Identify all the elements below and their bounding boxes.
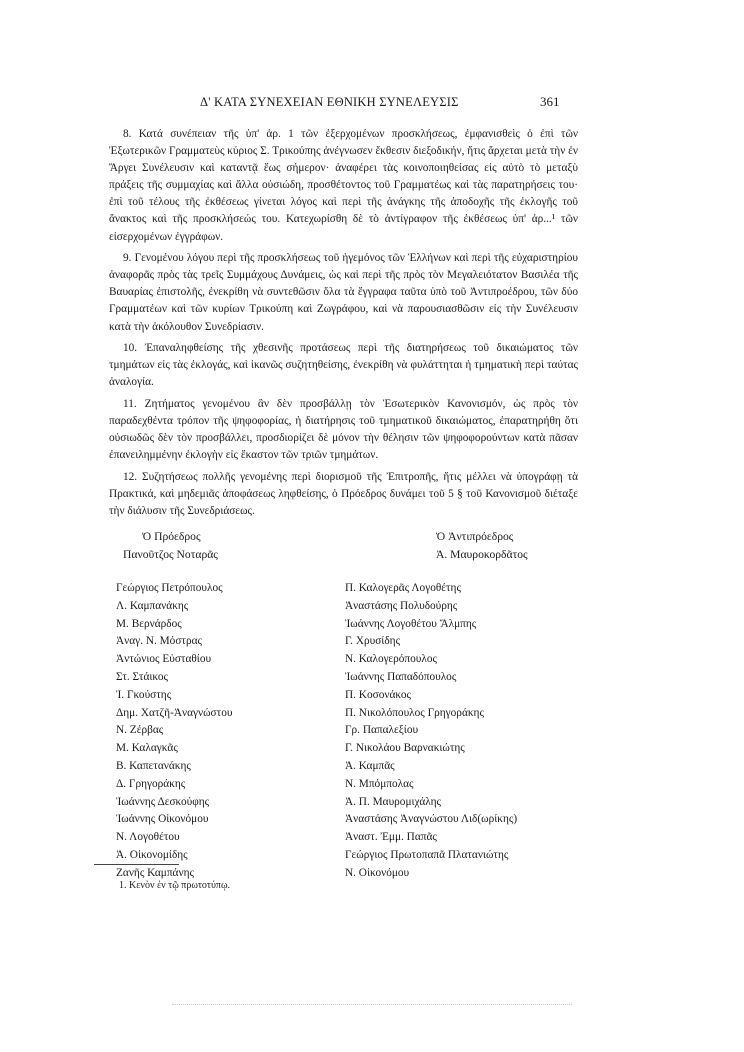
member-name: Ἀ. Καμπᾶς	[345, 759, 395, 772]
member-name: Μ. Καλαγκᾶς	[116, 742, 178, 755]
members-right-column	[345, 580, 517, 883]
member-name: Ἀ. Οἰκονομίδης	[116, 848, 188, 861]
footnote: 1. Κενὸν ἐν τῷ πρωτοτύπῳ.	[119, 880, 231, 891]
vice-president-name: Ἀ. Μαυροκορδᾶτος	[436, 547, 528, 561]
footnote-rule	[94, 864, 179, 865]
member-name: Ἀναστάσης Πολυδούρης	[345, 599, 458, 612]
member-name: Λ. Καμπανάκης	[116, 599, 189, 612]
scan-specks	[172, 1004, 572, 1007]
running-header: Δ' ΚΑΤΑ ΣΥΝΕΧΕΙΑΝ ΕΘΝΙΚΗ ΣΥΝΕΛΕΥΣΙΣ	[200, 95, 459, 109]
member-name: Γ. Νικολάου Βαρνακιώτης	[345, 742, 465, 755]
member-name: Ν. Οἰκονόμου	[345, 866, 410, 879]
minutes-body	[109, 126, 578, 525]
member-name: Γ. Χρυσίδης	[345, 635, 401, 648]
member-name: Ἰωάννης Λογοθέτου Ἄλμπης	[345, 617, 477, 630]
members-left-column	[116, 580, 232, 883]
member-name: Ἀναστ. Ἐμμ. Παπᾶς	[345, 831, 437, 844]
member-name: Ν. Καλογερόπουλος	[345, 653, 437, 666]
vice-president-signature	[436, 528, 528, 563]
member-name: Ν. Ζέρβας	[116, 724, 164, 737]
member-name: Μ. Βερνάρδος	[116, 617, 182, 630]
member-name: Ἀναγ. Ν. Μόστρας	[116, 635, 202, 648]
paragraph-10: 10. Ἐπαναληφθείσης τῆς χθεσινῆς προτάσεως περὶ τῆς διατηρήσεως τοῦ δικαιώματος τῶν τμημάτων εἰς τὰς ἐκλογάς, καὶ ἱκανῶς συζητηθείσης, ἐνεκρίθη νὰ φυλάττηται ἡ τμηματικὴ περὶ ταύτας ἀναλογία.	[109, 342, 578, 389]
member-name: Π. Καλογερᾶς Λογοθέτης	[345, 582, 461, 594]
member-name: Π. Κοσονάκος	[345, 688, 411, 701]
member-name: Ἰωάννης Παπαδόπουλος	[345, 670, 457, 683]
member-name: Ν. Λογοθέτου	[116, 831, 180, 844]
member-name: Γεώργιος Πετρόπουλος	[116, 582, 223, 594]
paragraph-12: 12. Συζητήσεως πολλῆς γενομένης περὶ διορισμοῦ τῆς Ἐπιτροπῆς, ἥτις μέλλει νὰ ὑπογράφῃ τὰ Πρακτικά, καὶ μηδεμιᾶς ἀποφάσεως ληφθείσης, ὁ Πρόεδρος δυνάμει τοῦ 5 § τοῦ Κανονισμοῦ διέταξε τὴν διάλυσιν τῆς Συνεδριάσεως.	[109, 470, 578, 517]
page-number: 361	[540, 94, 560, 109]
member-name: Β. Καπετανάκης	[116, 759, 191, 772]
paragraph-9: 9. Γενομένου λόγου περὶ τῆς προσκλήσεως τοῦ ἡγεμόνος τῶν Ἑλλήνων καὶ περὶ τῆς εὐχαριστηρίου ἀναφορᾶς πρὸς τὰς τρεῖς Συμμάχους Δυνάμεις, ὡς καὶ περὶ τῆς πρὸς τὸν Μεγαλειότατον Βασιλέα τῆς Βαυαρίας ἐπιστολῆς, ἐνεκρίθη νὰ συντεθῶσιν ὅλα τὰ ἔγγραφα ταῦτα ὑπὸ τοῦ Ἀντιπροέδρου, τῶν δύο Γραμματέων καὶ τῶν κυρίων Τρικούπη καὶ Ζωγράφου, καὶ νὰ παρουσιασθῶσιν εἰς τὴν Συνέλευσιν κατὰ τὴν ἀκόλουθον Συνεδρίασιν.	[109, 252, 578, 333]
member-name: Γρ. Παπαλεξίου	[345, 724, 419, 737]
vice-president-title: Ὁ Ἀντιπρόεδρος	[436, 530, 514, 543]
member-name: Δ. Γρηγοράκης	[116, 777, 186, 790]
paragraph-8: 8. Κατά συνέπειαν τῆς ὑπ' ἀρ. 1 τῶν ἐξερχομένων προσκλήσεως, ἐμφανισθεὶς ὁ ἐπὶ τῶν Ἐξωτερικῶν Γραμματεὺς κύριος Σ. Τρικούπης ἀνέγνωσεν ἔκθεσιν διεξοδικήν, ἥτις ἄρχεται μετὰ τὴν ἐν Ἄργει Συνέλευσιν καὶ καταντᾷ ἕως σήμερον· ἀναφέρει τὰς κοινοποιηθείσας εἰς αὐτὸ τὸ μεταξὺ πράξεις τῆς συμμαχίας καὶ ἄλλα οὐσιώδη, προσθέτοντος τοῦ Γραμματέως καὶ τὰς παρατηρήσεις του· ἐπὶ τοῦ τέλους τῆς ἐκθέσεως γίνεται λόγος καὶ περὶ τῆς ἀνάγκης τῆς ἀποδοχῆς τῆς ἐκλογῆς τοῦ ἄνακτος καὶ τῆς προσκλήσεώς του. Κατεχωρίσθη δὲ τὸ ἀντίγραφον τῆς ἐκθέσεως ὑπ' ἀρ...¹ τῶν εἰσερχομένων ἐγγράφων.	[109, 128, 578, 243]
member-name: Στ. Στάικος	[116, 670, 168, 683]
member-name: Ν. Μπόμπολας	[345, 777, 414, 790]
paragraph-11: 11. Ζητήματος γενομένου ἂν δὲν προσβάλλῃ τὸν Ἐσωτερικὸν Κανονισμόν, ὡς πρὸς τὸν παραδεχθέντα τρόπον τῆς ψηφοφορίας, ἡ διατήρησις τοῦ τμηματικοῦ δικαιώματος, ἐπαρατηρήθη ὅτι οὐσιωδῶς δὲν τὸν προσβάλλει, προσδιορίζει δὲ μόνον τὴν θέλησιν τῶν ψηφοφορούντων κατὰ πᾶσαν ἐπανειλημμένην ἐκλογὴν εἰς ἕκαστον τῶν τριῶν τμημάτων.	[109, 397, 578, 462]
member-name: Δημ. Χατζῆ-Ἀναγνώστου	[116, 706, 233, 719]
member-name: Ἀντώνιος Εὐσταθίου	[116, 653, 212, 666]
member-name: Ἰωάννης Οἰκονόμου	[116, 813, 209, 826]
member-name: Ἀναστάσης Ἀναγνώστου Λιδ(ωρίκης)	[345, 813, 518, 826]
president-signature	[123, 528, 218, 563]
member-name: Π. Νικολόπουλος Γρηγοράκης	[345, 706, 484, 719]
president-title: Ὁ Πρόεδρος	[142, 530, 201, 543]
member-name: Γεώργιος Πρωτοπαπᾶ Πλατανιώτης	[345, 848, 509, 861]
president-name: Πανοῦτζος Νοταρᾶς	[123, 547, 218, 561]
member-name: Ζανῆς Καμπάνης	[116, 866, 194, 879]
member-name: Ἀ. Π. Μαυρομιχάλης	[345, 795, 441, 808]
member-name: Ἰωάννης Δεσκούφης	[116, 795, 210, 808]
member-name: Ἰ. Γκούστης	[116, 688, 172, 701]
